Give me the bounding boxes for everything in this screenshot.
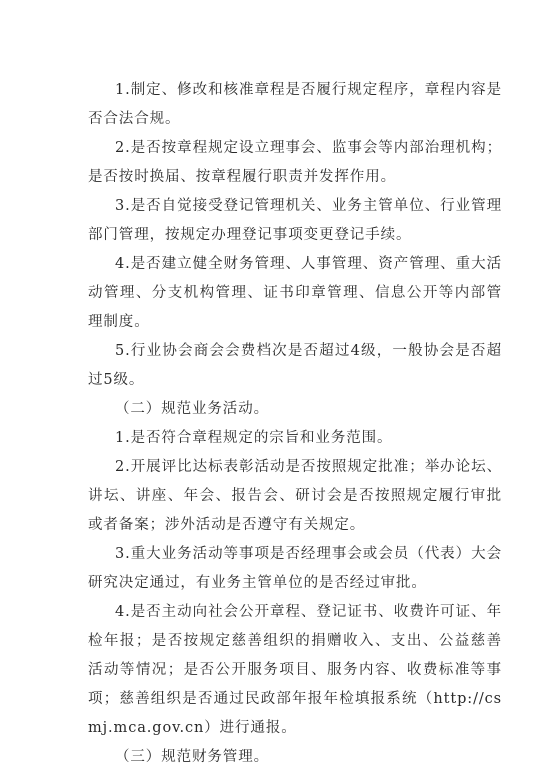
paragraph-item-5: 5.行业协会商会会费档次是否超过4级，一般协会是否超过5级。: [88, 343, 502, 388]
paragraph-business-1: 1.是否符合章程规定的宗旨和业务范围。: [115, 430, 393, 446]
paragraph-item-1: 1.制定、修改和核准章程是否履行规定程序，章程内容是否合法合规。: [88, 82, 502, 127]
section-heading-business: （二）规范业务活动。: [115, 401, 269, 417]
paragraph-item-3: 3.是否自觉接受登记管理机关、业务主管单位、行业管理部门管理，按规定办理登记事项变更登记手续。: [88, 198, 502, 243]
paragraph-business-2: 2.开展评比达标表彰活动是否按照规定批准；举办论坛、讲坛、讲座、年会、报告会、研讨会是否按照规定履行审批或者备案；涉外活动是否遵守有关规定。: [88, 459, 502, 533]
paragraph-business-3: 3.重大业务活动等事项是否经理事会或会员（代表）大会研究决定通过，有业务主管单位的是否经过审批。: [88, 546, 502, 591]
paragraph-business-4: 4.是否主动向社会公开章程、登记证书、收费许可证、年检年报；是否按规定慈善组织的捐赠收入、支出、公益慈善活动等情况；是否公开服务项目、服务内容、收费标准等事项；慈善组织是否通过民政部年报年检填报系统（http://csmj.mca.gov.cn）进行通报。: [88, 604, 502, 736]
document-body: [88, 76, 502, 772]
section-heading-finance: （三）规范财务管理。: [115, 749, 269, 765]
paragraph-item-4: 4.是否建立健全财务管理、人事管理、资产管理、重大活动管理、分支机构管理、证书印章管理、信息公开等内部管理制度。: [88, 256, 502, 330]
paragraph-item-2: 2.是否按章程规定设立理事会、监事会等内部治理机构；是否按时换届、按章程履行职责并发挥作用。: [88, 140, 502, 185]
